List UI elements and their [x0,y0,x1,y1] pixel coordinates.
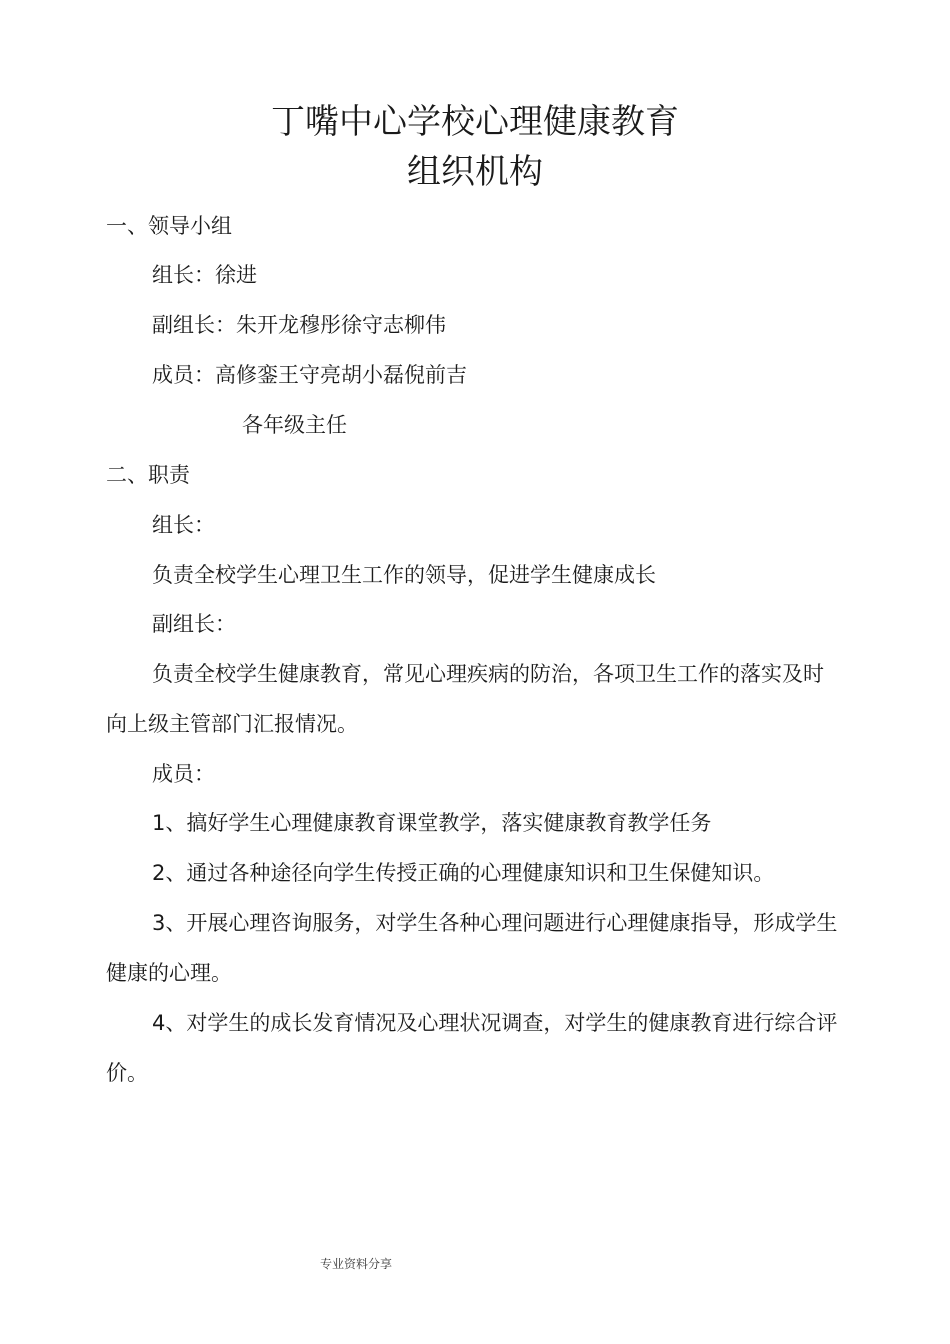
document-title-line2: 组织机构 [407,152,543,192]
leader-label: 组长： [152,513,215,537]
section1-heading: 一、领导小组 [106,214,232,238]
page-footer: 专业资料分享 [320,1257,393,1271]
duty-item-3-line2: 健康的心理。 [106,961,232,985]
duty-item-2: 2、通过各种途径向学生传授正确的心理健康知识和卫生保健知识。 [152,861,775,885]
duty-item-4-line1: 4、对学生的成长发育情况及心理状况调查，对学生的健康教育进行综合评 [152,1011,838,1035]
duty-item-1: 1、搞好学生心理健康教育课堂教学，落实健康教育教学任务 [152,811,712,835]
deputy-duty-line1: 负责全校学生健康教育，常见心理疾病的防治，各项卫生工作的落实及时 [152,662,824,686]
section2-heading: 二、职责 [106,463,190,487]
document-title-line1: 丁嘴中心学校心理健康教育 [271,102,679,142]
deputy-label: 副组长： [152,612,236,636]
deputy-duty-line2: 向上级主管部门汇报情况。 [106,712,358,736]
leader-line: 组长：徐进 [152,263,257,287]
duty-item-3-line1: 3、开展心理咨询服务，对学生各种心理问题进行心理健康指导，形成学生 [152,911,838,935]
duty-item-4-line2: 价。 [106,1061,148,1085]
members-line: 成员：高修銮王守亮胡小磊倪前吉 [152,363,467,387]
members-extra-line: 各年级主任 [242,413,347,437]
deputy-line: 副组长：朱开龙穆彤徐守志柳伟 [152,313,446,337]
leader-duty: 负责全校学生心理卫生工作的领导，促进学生健康成长 [152,563,656,587]
members-label: 成员： [152,762,215,786]
